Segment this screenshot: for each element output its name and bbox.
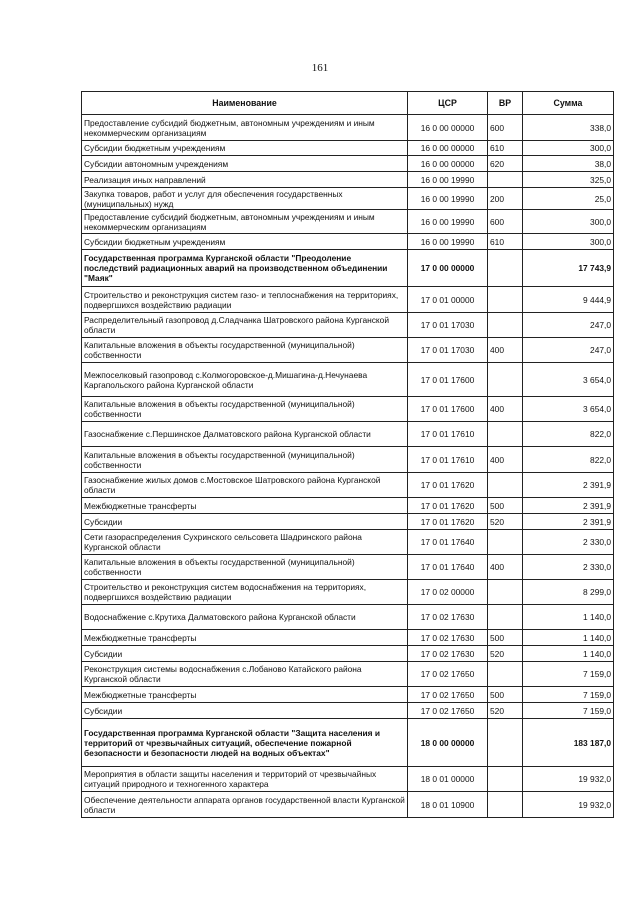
- table-row: [82, 234, 614, 250]
- row-name-cell: Капитальные вложения в объекты государственной (муниципальной) собственности: [82, 447, 408, 473]
- table-row: [82, 687, 614, 703]
- row-name-cell: Строительство и реконструкция систем газо- и теплоснабжения на территориях, подвергшихся воздействию радиации: [82, 287, 408, 313]
- row-csr-cell: 17 0 01 00000: [408, 287, 488, 313]
- table-row: [82, 580, 614, 605]
- table-row: [82, 473, 614, 498]
- row-sum-cell: 3 654,0: [523, 363, 614, 397]
- table-body: [82, 115, 614, 818]
- row-sum-cell: 325,0: [523, 172, 614, 188]
- row-vr-cell: [488, 662, 523, 687]
- row-vr-cell: 520: [488, 514, 523, 530]
- row-name-cell: Субсидии автономным учреждениям: [82, 156, 408, 172]
- row-csr-cell: 17 0 01 17610: [408, 422, 488, 447]
- row-name-cell: Капитальные вложения в объекты государственной (муниципальной) собственности: [82, 338, 408, 363]
- table-row: [82, 447, 614, 473]
- row-csr-cell: 17 0 01 17620: [408, 498, 488, 514]
- row-vr-cell: 500: [488, 630, 523, 646]
- row-sum-cell: 19 932,0: [523, 792, 614, 818]
- row-sum-cell: 1 140,0: [523, 630, 614, 646]
- row-csr-cell: 16 0 00 19990: [408, 210, 488, 234]
- row-name-cell: Газоснабжение с.Першинское Далматовского района Курганской области: [82, 422, 408, 447]
- row-vr-cell: [488, 250, 523, 287]
- row-sum-cell: 247,0: [523, 313, 614, 338]
- table-row: [82, 115, 614, 141]
- row-sum-cell: 822,0: [523, 447, 614, 473]
- row-sum-cell: 2 330,0: [523, 530, 614, 555]
- row-csr-cell: 17 0 02 17650: [408, 687, 488, 703]
- row-sum-cell: 7 159,0: [523, 703, 614, 719]
- row-vr-cell: 400: [488, 397, 523, 422]
- row-csr-cell: 16 0 00 19990: [408, 172, 488, 188]
- page-number: 161: [311, 62, 329, 74]
- row-name-cell: Мероприятия в области защиты населения и территорий от чрезвычайных ситуаций природного и техногенного характера: [82, 767, 408, 792]
- table-row: [82, 210, 614, 234]
- row-name-cell: Обеспечение деятельности аппарата органов государственной власти Курганской области: [82, 792, 408, 818]
- row-sum-cell: 8 299,0: [523, 580, 614, 605]
- row-name-cell: Строительство и реконструкция систем водоснабжения на территориях, подвергшихся воздействию радиации: [82, 580, 408, 605]
- table-row: [82, 338, 614, 363]
- table-row: [82, 630, 614, 646]
- table-row: [82, 703, 614, 719]
- row-name-cell: Субсидии: [82, 514, 408, 530]
- table-row: [82, 188, 614, 210]
- row-csr-cell: 16 0 00 19990: [408, 188, 488, 210]
- row-csr-cell: 16 0 00 00000: [408, 115, 488, 141]
- row-name-cell: Предоставление субсидий бюджетным, автономным учреждениям и иным некоммерческим организациям: [82, 210, 408, 234]
- row-sum-cell: 822,0: [523, 422, 614, 447]
- row-vr-cell: [488, 767, 523, 792]
- row-csr-cell: 17 0 02 17630: [408, 646, 488, 662]
- row-sum-cell: 2 391,9: [523, 514, 614, 530]
- row-sum-cell: 17 743,9: [523, 250, 614, 287]
- row-vr-cell: [488, 313, 523, 338]
- row-vr-cell: 610: [488, 141, 523, 156]
- row-csr-cell: 17 0 01 17640: [408, 555, 488, 580]
- table-row: [82, 514, 614, 530]
- table-row: [82, 767, 614, 792]
- row-sum-cell: 3 654,0: [523, 397, 614, 422]
- table-row: [82, 172, 614, 188]
- row-vr-cell: [488, 363, 523, 397]
- row-sum-cell: 247,0: [523, 338, 614, 363]
- row-vr-cell: 600: [488, 115, 523, 141]
- row-csr-cell: 17 0 01 17640: [408, 530, 488, 555]
- row-sum-cell: 7 159,0: [523, 687, 614, 703]
- column-header-name: Наименование: [82, 92, 408, 115]
- column-header-vr: ВР: [488, 92, 523, 115]
- row-sum-cell: 2 330,0: [523, 555, 614, 580]
- row-vr-cell: [488, 473, 523, 498]
- table-row: [82, 555, 614, 580]
- table-row: [82, 422, 614, 447]
- row-vr-cell: 520: [488, 646, 523, 662]
- table-row: [82, 313, 614, 338]
- column-header-csr: ЦСР: [408, 92, 488, 115]
- table-row: [82, 605, 614, 630]
- row-sum-cell: 19 932,0: [523, 767, 614, 792]
- row-name-cell: Субсидии: [82, 703, 408, 719]
- row-sum-cell: 338,0: [523, 115, 614, 141]
- row-vr-cell: 610: [488, 234, 523, 250]
- row-csr-cell: 17 0 02 17630: [408, 605, 488, 630]
- row-name-cell: Субсидии: [82, 646, 408, 662]
- row-vr-cell: [488, 422, 523, 447]
- row-sum-cell: 7 159,0: [523, 662, 614, 687]
- row-name-cell: Межбюджетные трансферты: [82, 630, 408, 646]
- row-vr-cell: [488, 792, 523, 818]
- table-row: [82, 792, 614, 818]
- row-sum-cell: 300,0: [523, 141, 614, 156]
- table-row: [82, 719, 614, 767]
- row-name-cell: Предоставление субсидий бюджетным, автономным учреждениям и иным некоммерческим организациям: [82, 115, 408, 141]
- row-vr-cell: 400: [488, 555, 523, 580]
- row-sum-cell: 1 140,0: [523, 605, 614, 630]
- row-vr-cell: [488, 605, 523, 630]
- row-name-cell: Закупка товаров, работ и услуг для обеспечения государственных (муниципальных) нужд: [82, 188, 408, 210]
- row-name-cell: Газоснабжение жилых домов с.Мостовское Шатровского района Курганской области: [82, 473, 408, 498]
- row-csr-cell: 17 0 01 17600: [408, 363, 488, 397]
- row-csr-cell: 17 0 01 17600: [408, 397, 488, 422]
- row-csr-cell: 16 0 00 19990: [408, 234, 488, 250]
- row-vr-cell: [488, 172, 523, 188]
- table-row: [82, 363, 614, 397]
- row-csr-cell: 17 0 01 17620: [408, 473, 488, 498]
- row-csr-cell: 17 0 02 17650: [408, 703, 488, 719]
- row-csr-cell: 18 0 00 00000: [408, 719, 488, 767]
- row-csr-cell: 17 0 02 17630: [408, 630, 488, 646]
- row-csr-cell: 16 0 00 00000: [408, 141, 488, 156]
- table-row: [82, 397, 614, 422]
- row-name-cell: Реконструкция системы водоснабжения с.Лобаново Катайского района Курганской области: [82, 662, 408, 687]
- row-csr-cell: 17 0 02 00000: [408, 580, 488, 605]
- row-name-cell: Сети газораспределения Сухринского сельсовета Шадринского района Курганской области: [82, 530, 408, 555]
- row-csr-cell: 18 0 01 10900: [408, 792, 488, 818]
- row-name-cell: Распределительный газопровод д.Сладчанка Шатровского района Курганской области: [82, 313, 408, 338]
- row-vr-cell: 500: [488, 687, 523, 703]
- row-sum-cell: 25,0: [523, 188, 614, 210]
- row-vr-cell: 620: [488, 156, 523, 172]
- row-csr-cell: 17 0 01 17610: [408, 447, 488, 473]
- row-name-cell: Капитальные вложения в объекты государственной (муниципальной) собственности: [82, 555, 408, 580]
- row-sum-cell: 183 187,0: [523, 719, 614, 767]
- row-csr-cell: 17 0 01 17030: [408, 338, 488, 363]
- row-sum-cell: 2 391,9: [523, 498, 614, 514]
- row-sum-cell: 2 391,9: [523, 473, 614, 498]
- row-vr-cell: 400: [488, 447, 523, 473]
- row-vr-cell: [488, 287, 523, 313]
- table-row: [82, 141, 614, 156]
- row-vr-cell: [488, 719, 523, 767]
- row-csr-cell: 17 0 00 00000: [408, 250, 488, 287]
- table-row: [82, 646, 614, 662]
- row-name-cell: Государственная программа Курганской области "Преодоление последствий радиационных аварий на производственном объединении "Маяк": [82, 250, 408, 287]
- row-name-cell: Государственная программа Курганской области "Защита населения и территорий от чрезвычайных ситуаций, обеспечение пожарной безопасности и безопасности людей на водных объектах": [82, 719, 408, 767]
- row-name-cell: Капитальные вложения в объекты государственной (муниципальной) собственности: [82, 397, 408, 422]
- row-csr-cell: 16 0 00 00000: [408, 156, 488, 172]
- row-sum-cell: 300,0: [523, 234, 614, 250]
- table-row: [82, 156, 614, 172]
- row-csr-cell: 17 0 01 17620: [408, 514, 488, 530]
- row-csr-cell: 18 0 01 00000: [408, 767, 488, 792]
- row-sum-cell: 1 140,0: [523, 646, 614, 662]
- budget-table: [81, 91, 614, 818]
- row-vr-cell: 600: [488, 210, 523, 234]
- row-vr-cell: 400: [488, 338, 523, 363]
- row-csr-cell: 17 0 01 17030: [408, 313, 488, 338]
- row-name-cell: Межбюджетные трансферты: [82, 498, 408, 514]
- table-header-row: [82, 92, 614, 115]
- row-vr-cell: [488, 530, 523, 555]
- table-row: [82, 530, 614, 555]
- column-header-sum: Сумма: [523, 92, 614, 115]
- row-name-cell: Реализация иных направлений: [82, 172, 408, 188]
- row-sum-cell: 9 444,9: [523, 287, 614, 313]
- row-sum-cell: 38,0: [523, 156, 614, 172]
- row-sum-cell: 300,0: [523, 210, 614, 234]
- row-vr-cell: 500: [488, 498, 523, 514]
- table-row: [82, 498, 614, 514]
- row-csr-cell: 17 0 02 17650: [408, 662, 488, 687]
- row-name-cell: Субсидии бюджетным учреждениям: [82, 141, 408, 156]
- row-name-cell: Субсидии бюджетным учреждениям: [82, 234, 408, 250]
- table-row: [82, 250, 614, 287]
- row-name-cell: Водоснабжение с.Крутиха Далматовского района Курганской области: [82, 605, 408, 630]
- row-vr-cell: 520: [488, 703, 523, 719]
- row-name-cell: Межбюджетные трансферты: [82, 687, 408, 703]
- table-row: [82, 662, 614, 687]
- table-row: [82, 287, 614, 313]
- row-name-cell: Межпоселковый газопровод с.Колмогоровское-д.Мишагина-д.Нечунаева Каргапольского района Курганской области: [82, 363, 408, 397]
- row-vr-cell: [488, 580, 523, 605]
- row-vr-cell: 200: [488, 188, 523, 210]
